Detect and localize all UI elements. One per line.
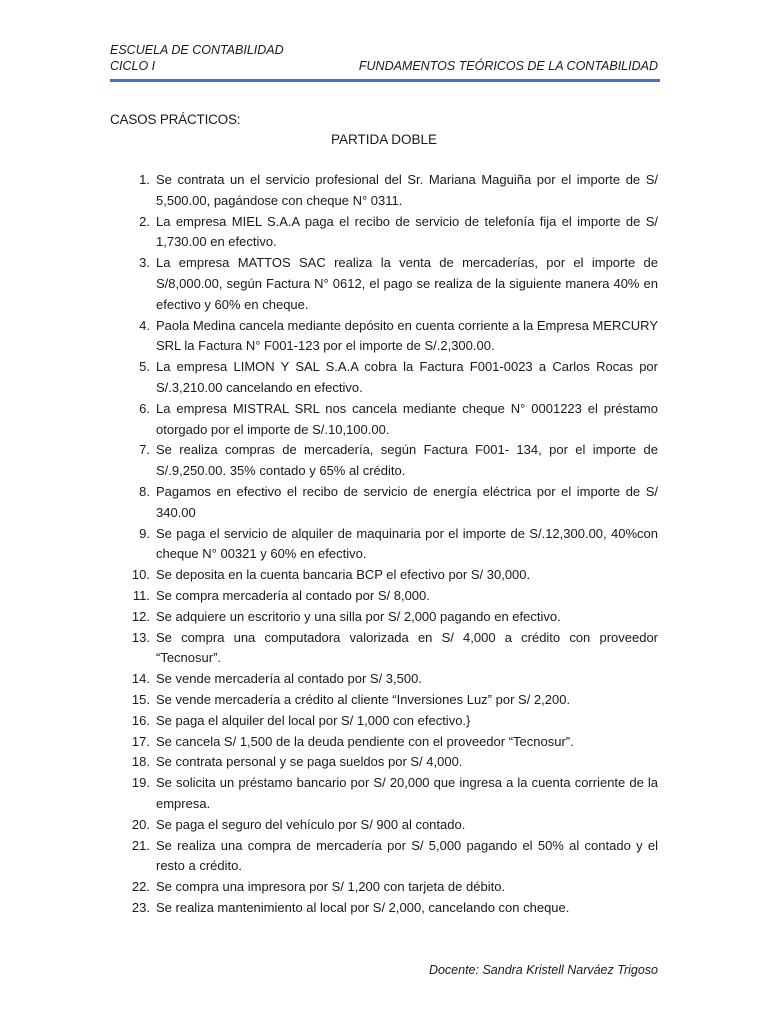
list-item — [110, 836, 658, 878]
list-item — [110, 565, 658, 586]
list-item-number: 3. — [139, 255, 150, 271]
list-item-text: La empresa MISTRAL SRL nos cancela mediante cheque N° 0001223 el préstamo otorgado por el importe de S/.10,100.00. — [156, 400, 658, 437]
list-item-number: 17. — [131, 733, 150, 749]
list-item-number: 16. — [131, 712, 150, 728]
list-item-text: Se vende mercadería al contado por S/ 3,500. — [156, 671, 422, 687]
list-item-text: Paola Medina cancela mediante depósito en cuenta corriente a la Empresa MERCURY SRL la Factura N° F001-123 por el importe de S/.2,300.00. — [156, 317, 658, 354]
list-item-number: 7. — [139, 442, 150, 458]
course-name: FUNDAMENTOS TEÓRICOS DE LA CONTABILIDAD — [358, 59, 658, 73]
list-item-number: 1. — [139, 172, 150, 187]
list-item-text: Se paga el servicio de alquiler de maquinaria por el importe de S/.12,300.00, 40%con cheque N° 00321 y 60% en efectivo. — [156, 525, 658, 562]
list-item-number: 2. — [139, 213, 150, 229]
list-item-number: 15. — [131, 691, 150, 707]
list-item — [110, 357, 658, 399]
list-item-number: 5. — [139, 359, 150, 375]
list-item-text: La empresa MIEL S.A.A paga el recibo de servicio de telefonía fija el importe de S/ 1,730.00 en efectivo. — [156, 213, 658, 250]
list-item-text: La empresa MATTOS SAC realiza la venta de mercaderías, por el importe de S/8,000.00, según Factura N° 0612, el pago se realiza de la siguiente manera 40% en efectivo y 60% en cheque. — [156, 255, 658, 312]
list-item-number: 22. — [131, 879, 150, 895]
list-item — [110, 170, 658, 212]
list-item — [110, 711, 658, 732]
list-item-number: 19. — [131, 775, 150, 791]
list-item-text: Se compra una impresora por S/ 1,200 con tarjeta de débito. — [156, 879, 506, 895]
list-item — [110, 690, 658, 711]
list-item-number: 9. — [139, 525, 150, 541]
list-item — [110, 586, 658, 607]
list-item-number: 18. — [131, 754, 150, 770]
list-item-text: Se paga el alquiler del local por S/ 1,000 con efectivo.} — [156, 712, 471, 728]
list-item-text: Se compra una computadora valorizada en S/ 4,000 a crédito con proveedor “Tecnosur”. — [156, 629, 658, 666]
list-item — [110, 628, 658, 670]
list-item — [110, 815, 658, 836]
cases-list — [110, 170, 658, 919]
list-item — [110, 607, 658, 628]
list-item — [110, 752, 658, 773]
list-item — [110, 898, 658, 919]
list-item-text: Se realiza compras de mercadería, según Factura F001- 134, por el importe de S/.9,250.00. 35% contado y 65% al crédito. — [156, 442, 658, 479]
list-item-number: 13. — [131, 629, 150, 645]
school-name: ESCUELA DE CONTABILIDAD — [110, 43, 284, 57]
list-item-text: Se solicita un préstamo bancario por S/ 20,000 que ingresa a la cuenta corriente de la empresa. — [156, 775, 658, 811]
list-item-text: Se adquiere un escritorio y una silla por S/ 2,000 pagando en efectivo. — [156, 608, 561, 624]
list-item — [110, 399, 658, 441]
list-item — [110, 669, 658, 690]
list-item — [110, 773, 658, 815]
list-item — [110, 316, 658, 358]
list-item-number: 10. — [131, 567, 150, 583]
list-item-number: 11. — [132, 587, 150, 603]
header-divider — [110, 79, 660, 82]
page-subtitle: PARTIDA DOBLE — [330, 132, 438, 147]
list-item-text: Se contrata un el servicio profesional del Sr. Mariana Maguiña por el importe de S/ 5,500.00, pagándose con cheque N° 0311. — [156, 172, 658, 208]
list-item — [110, 212, 658, 254]
section-title: CASOS PRÁCTICOS: — [110, 112, 241, 127]
list-item-text: Se realiza una compra de mercadería por S/ 5,000 pagando el 50% al contado y el resto a crédito. — [156, 837, 658, 874]
list-item — [110, 253, 658, 315]
list-item-number: 20. — [131, 816, 150, 832]
list-item — [110, 440, 658, 482]
list-item-number: 6. — [139, 400, 150, 416]
list-item-number: 8. — [139, 483, 150, 499]
list-item-text: Se paga el seguro del vehículo por S/ 900 al contado. — [156, 816, 466, 832]
list-item-text: Se cancela S/ 1,500 de la deuda pendiente con el proveedor “Tecnosur”. — [156, 733, 574, 749]
list-item-text: Se realiza mantenimiento al local por S/ 2,000, cancelando con cheque. — [156, 899, 570, 915]
list-item — [110, 482, 658, 524]
list-item — [110, 732, 658, 753]
list-item-number: 14. — [131, 671, 150, 687]
page-header — [110, 42, 658, 74]
list-item — [110, 877, 658, 898]
list-item-text: Se vende mercadería a crédito al cliente “Inversiones Luz” por S/ 2,200. — [156, 691, 571, 707]
list-item-number: 12. — [131, 608, 150, 624]
list-item-text: Pagamos en efectivo el recibo de servicio de energía eléctrica por el importe de S/ 340.00 — [156, 483, 658, 520]
list-item — [110, 524, 658, 566]
page-footer: Docente: Sandra Kristell Narváez Trigoso — [428, 963, 658, 977]
list-item-number: 21. — [131, 837, 150, 853]
list-item-text: Se deposita en la cuenta bancaria BCP el efectivo por S/ 30,000. — [156, 567, 531, 583]
list-item-text: Se compra mercadería al contado por S/ 8,000. — [156, 587, 430, 603]
list-item-text: La empresa LIMON Y SAL S.A.A cobra la Factura F001-0023 a Carlos Rocas por S/.3,210.00 cancelando en efectivo. — [156, 359, 658, 395]
list-item-text: Se contrata personal y se paga sueldos por S/ 4,000. — [156, 754, 463, 770]
list-item-number: 23. — [131, 899, 150, 915]
cycle-label: CICLO I — [110, 59, 156, 73]
list-item-number: 4. — [139, 317, 150, 333]
